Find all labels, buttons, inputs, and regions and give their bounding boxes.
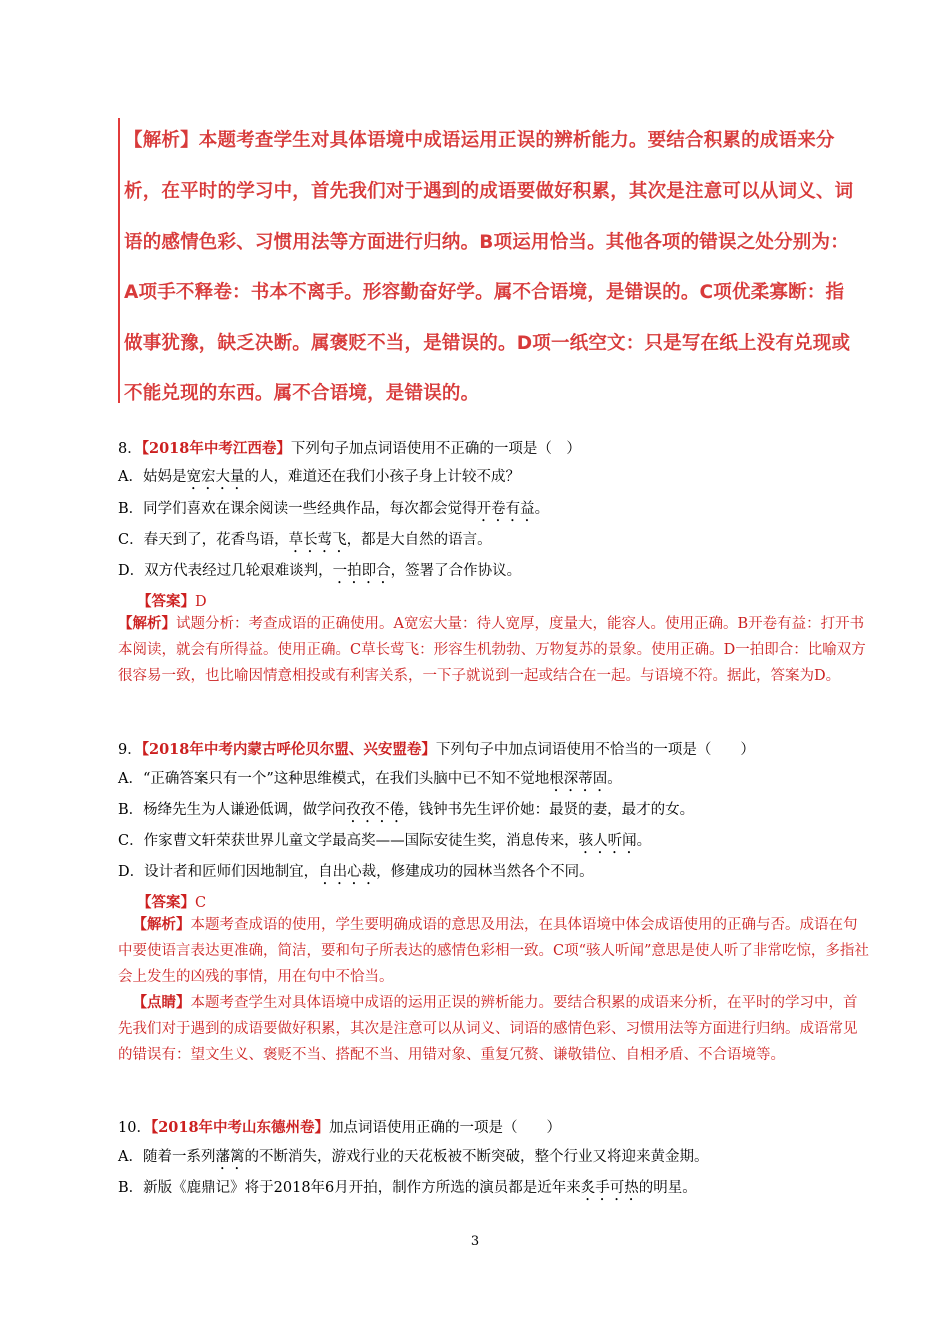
dotted-word: 孜孜不倦 bbox=[346, 802, 405, 818]
question-9-analysis: 【解析】本题考查成语的使用，学生要明确成语的意思及用法，在具体语境中体会成语使用的正确与否。成语在句中要使语言表达更准确，简洁，要和句子所表达的感情色彩相一致。C项“骇人听闻”意思是使人听了非常吃惊，多指社会上发生的凶残的事情，用在句中不恰当。 bbox=[118, 916, 869, 985]
dotted-word: 骇人听闻 bbox=[578, 833, 637, 849]
question-9-option-b: B．杨绛先生为人谦逊低调，做学问孜孜不倦，钱钟书先生评价她：最贤的妻，最才的女。 bbox=[118, 802, 695, 818]
question-9-answer: 【答案】C bbox=[137, 894, 207, 911]
top-explanation-line: 【解析】本题考查学生对具体语境中成语运用正误的辨析能力。要结合积累的成语来分 bbox=[124, 130, 835, 151]
top-explanation-line: 语的感情色彩、习惯用法等方面进行归纳。B项运用恰当。其他各项的错误之处分别为： bbox=[124, 232, 849, 253]
question-9-stem bbox=[118, 738, 755, 759]
dotted-word: 藩篱 bbox=[215, 1149, 245, 1165]
question-9-option-a: A．“正确答案只有一个”这种思维模式，在我们头脑中已不知不觉地根深蒂固。 bbox=[118, 771, 622, 787]
question-8-answer: 【答案】D bbox=[137, 593, 207, 610]
page-number: 3 bbox=[470, 1234, 480, 1249]
dotted-word: 开卷有益 bbox=[476, 501, 535, 517]
question-10-stem bbox=[118, 1116, 561, 1137]
top-explanation-block bbox=[118, 118, 872, 403]
question-8-stem bbox=[118, 437, 581, 458]
dotted-word: 一拍即合 bbox=[332, 563, 391, 579]
top-explanation-line: 不能兑现的东西。属不合语境，是错误的。 bbox=[124, 383, 480, 404]
question-8-option-c: C．春天到了，花香鸟语，草长莺飞，都是大自然的语言。 bbox=[118, 532, 492, 548]
question-text: 加点词语使用正确的一项是（ ） bbox=[329, 1120, 562, 1136]
question-number: 8． bbox=[118, 441, 142, 457]
question-10-option-b: B．新版《鹿鼎记》将于2018年6月开拍，制作方所选的演员都是近年来炙手可热的明星。 bbox=[118, 1180, 697, 1196]
question-8-option-d: D．双方代表经过几轮艰难谈判，一拍即合，签署了合作协议。 bbox=[118, 563, 522, 579]
question-source: 【2018年中考江西卷】 bbox=[141, 440, 291, 457]
dotted-word: 自出心裁 bbox=[318, 864, 377, 880]
dotted-word: 根深蒂固 bbox=[549, 771, 608, 787]
question-9-point: 【点睛】本题考查学生对具体语境中成语的运用正误的辨析能力。要结合积累的成语来分析，在平时的学习中，首先我们对于遇到的成语要做好积累，其次是注意可以从词义、词语的感情色彩、习惯用法等方面进行归纳。成语常见的错误有：望文生义、褒贬不当、搭配不当、用错对象、重复冗赘、谦敬错位、自相矛盾、不合语境等。 bbox=[118, 994, 858, 1063]
top-explanation-line: 做事犹豫，缺乏决断。属褒贬不当，是错误的。D项一纸空文：只是写在纸上没有兑现或 bbox=[124, 333, 851, 354]
question-8-analysis: 【解析】试题分析：考查成语的正确使用。A宽宏大量：待人宽厚，度量大，能容人。使用正确。B开卷有益：打开书本阅读，就会有所得益。使用正确。C草长莺飞：形容生机勃勃、万物复苏的景象。使用正确。D一拍即合：比喻双方很容易一致，也比喻因情意相投或有利害关系，一下子就说到一起或结合在一起。与语境不符。据此，答案为D。 bbox=[118, 615, 866, 684]
question-source: 【2018年中考内蒙古呼伦贝尔盟、兴安盟卷】 bbox=[141, 741, 436, 758]
question-text: 下列句子加点词语使用不正确的一项是（ ） bbox=[290, 441, 581, 457]
question-10-option-a: A．随着一系列藩篱的不断消失，游戏行业的天花板被不断突破，整个行业又将迎来黄金期。 bbox=[118, 1149, 709, 1165]
question-source: 【2018年中考山东德州卷】 bbox=[150, 1119, 330, 1136]
dotted-word: 炙手可热 bbox=[580, 1180, 639, 1196]
question-9-option-c: C．作家曹文轩荣获世界儿童文学最高奖——国际安徒生奖，消息传来，骇人听闻。 bbox=[118, 833, 652, 849]
top-explanation-line: 析，在平时的学习中，首先我们对于遇到的成语要做好积累，其次是注意可以从词义、词 bbox=[124, 181, 854, 202]
top-explanation-line: A项手不释卷：书本不离手。形容勤奋好学。属不合语境，是错误的。C项优柔寡断：指 bbox=[124, 282, 845, 303]
question-number: 10． bbox=[118, 1120, 151, 1136]
question-number: 9． bbox=[118, 742, 142, 758]
question-text: 下列句子中加点词语使用不恰当的一项是（ ） bbox=[435, 742, 755, 758]
question-9-option-d: D．设计者和匠师们因地制宜，自出心裁，修建成功的园林当然各个不同。 bbox=[118, 864, 594, 880]
question-8-option-b: B．同学们喜欢在课余阅读一些经典作品，每次都会觉得开卷有益。 bbox=[118, 501, 550, 517]
question-8-option-a: A．姑妈是宽宏大量的人，难道还在我们小孩子身上计较不成？ bbox=[118, 469, 520, 485]
dotted-word: 草长莺飞 bbox=[288, 532, 347, 548]
dotted-word: 宽宏大量 bbox=[186, 469, 245, 485]
